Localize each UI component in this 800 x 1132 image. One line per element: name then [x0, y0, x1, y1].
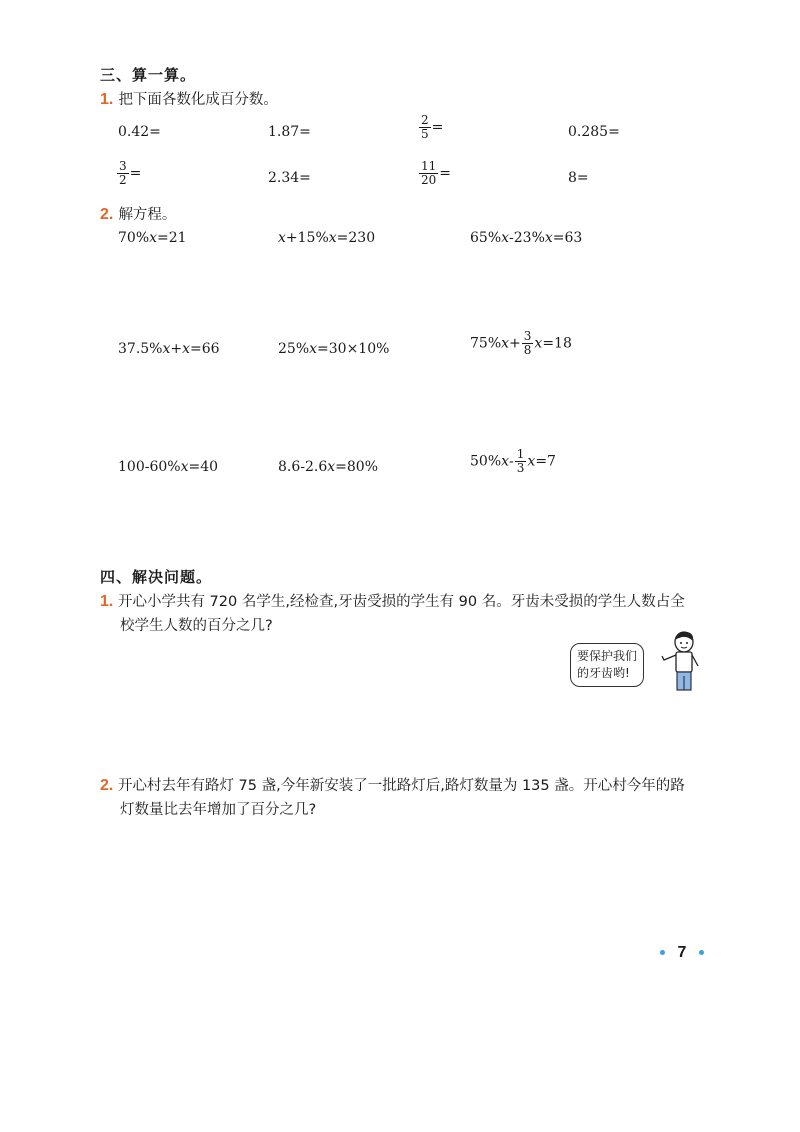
- problem-1: 1. 开心小学共有 720 名学生,经检查,牙齿受损的学生有 90 名。牙齿未受损的学生人数占全 校学生人数的百分之几?: [100, 593, 685, 634]
- equation: 100-60%x=40: [118, 459, 219, 475]
- fraction: $\frac{3}{8}$: [523, 329, 532, 357]
- fraction: $\frac{11}{20}$: [421, 159, 437, 187]
- equation: 70%x=21: [118, 230, 187, 246]
- conversion-item: 1.87=: [268, 124, 311, 140]
- question-text: 把下面各数化成百分数。: [118, 92, 278, 108]
- equation: 75%x+ $\frac{3}{8}$ x=18: [470, 329, 572, 357]
- page-number: 7: [677, 944, 687, 961]
- conversion-item: 2.34=: [268, 170, 311, 186]
- question-text: 解方程。: [118, 207, 177, 223]
- question-1: [100, 88, 278, 109]
- conversion-item: 8=: [568, 170, 589, 186]
- conversion-item: $\frac{2}{5}$ =: [421, 113, 444, 141]
- conversion-item: $\frac{11}{20}$ =: [421, 159, 452, 187]
- equation: x+15%x=230: [278, 230, 376, 246]
- fraction: $\frac{1}{3}$: [516, 447, 525, 475]
- equation: 25%x=30×10%: [278, 341, 390, 357]
- conversion-item: 0.42=: [118, 124, 161, 140]
- problem-number: 2.: [100, 777, 114, 794]
- question-2: [100, 203, 176, 224]
- dot-icon: [699, 950, 704, 955]
- conversion-item: 0.285=: [568, 124, 620, 140]
- dot-icon: [660, 950, 665, 955]
- equation: 65%x-23%x=63: [470, 230, 583, 246]
- section-3-title: 三、算一算。: [100, 66, 197, 84]
- student-illustration: [658, 630, 708, 694]
- equation: 50%x- $\frac{1}{3}$ x=7: [470, 447, 556, 475]
- speech-bubble: 要保护我们 的牙齿哟!: [570, 643, 644, 687]
- equation: 37.5%x+x=66: [118, 341, 220, 357]
- fraction: $\frac{3}{2}$: [119, 159, 127, 187]
- equation: 8.6-2.6x=80%: [278, 459, 379, 475]
- fraction: $\frac{2}{5}$: [421, 113, 429, 141]
- question-number: 1.: [100, 91, 114, 108]
- problem-2: 2. 开心村去年有路灯 75 盏,今年新安装了一批路灯后,路灯数量为 135 盏。开心村今年的路 灯数量比去年增加了百分之几?: [100, 777, 685, 818]
- question-number: 2.: [100, 206, 114, 223]
- problem-number: 1.: [100, 593, 114, 610]
- conversion-item: $\frac{3}{2}$ =: [119, 159, 142, 187]
- section-4-title: 四、解决问题。: [100, 568, 213, 586]
- page-number-footer: [660, 944, 704, 962]
